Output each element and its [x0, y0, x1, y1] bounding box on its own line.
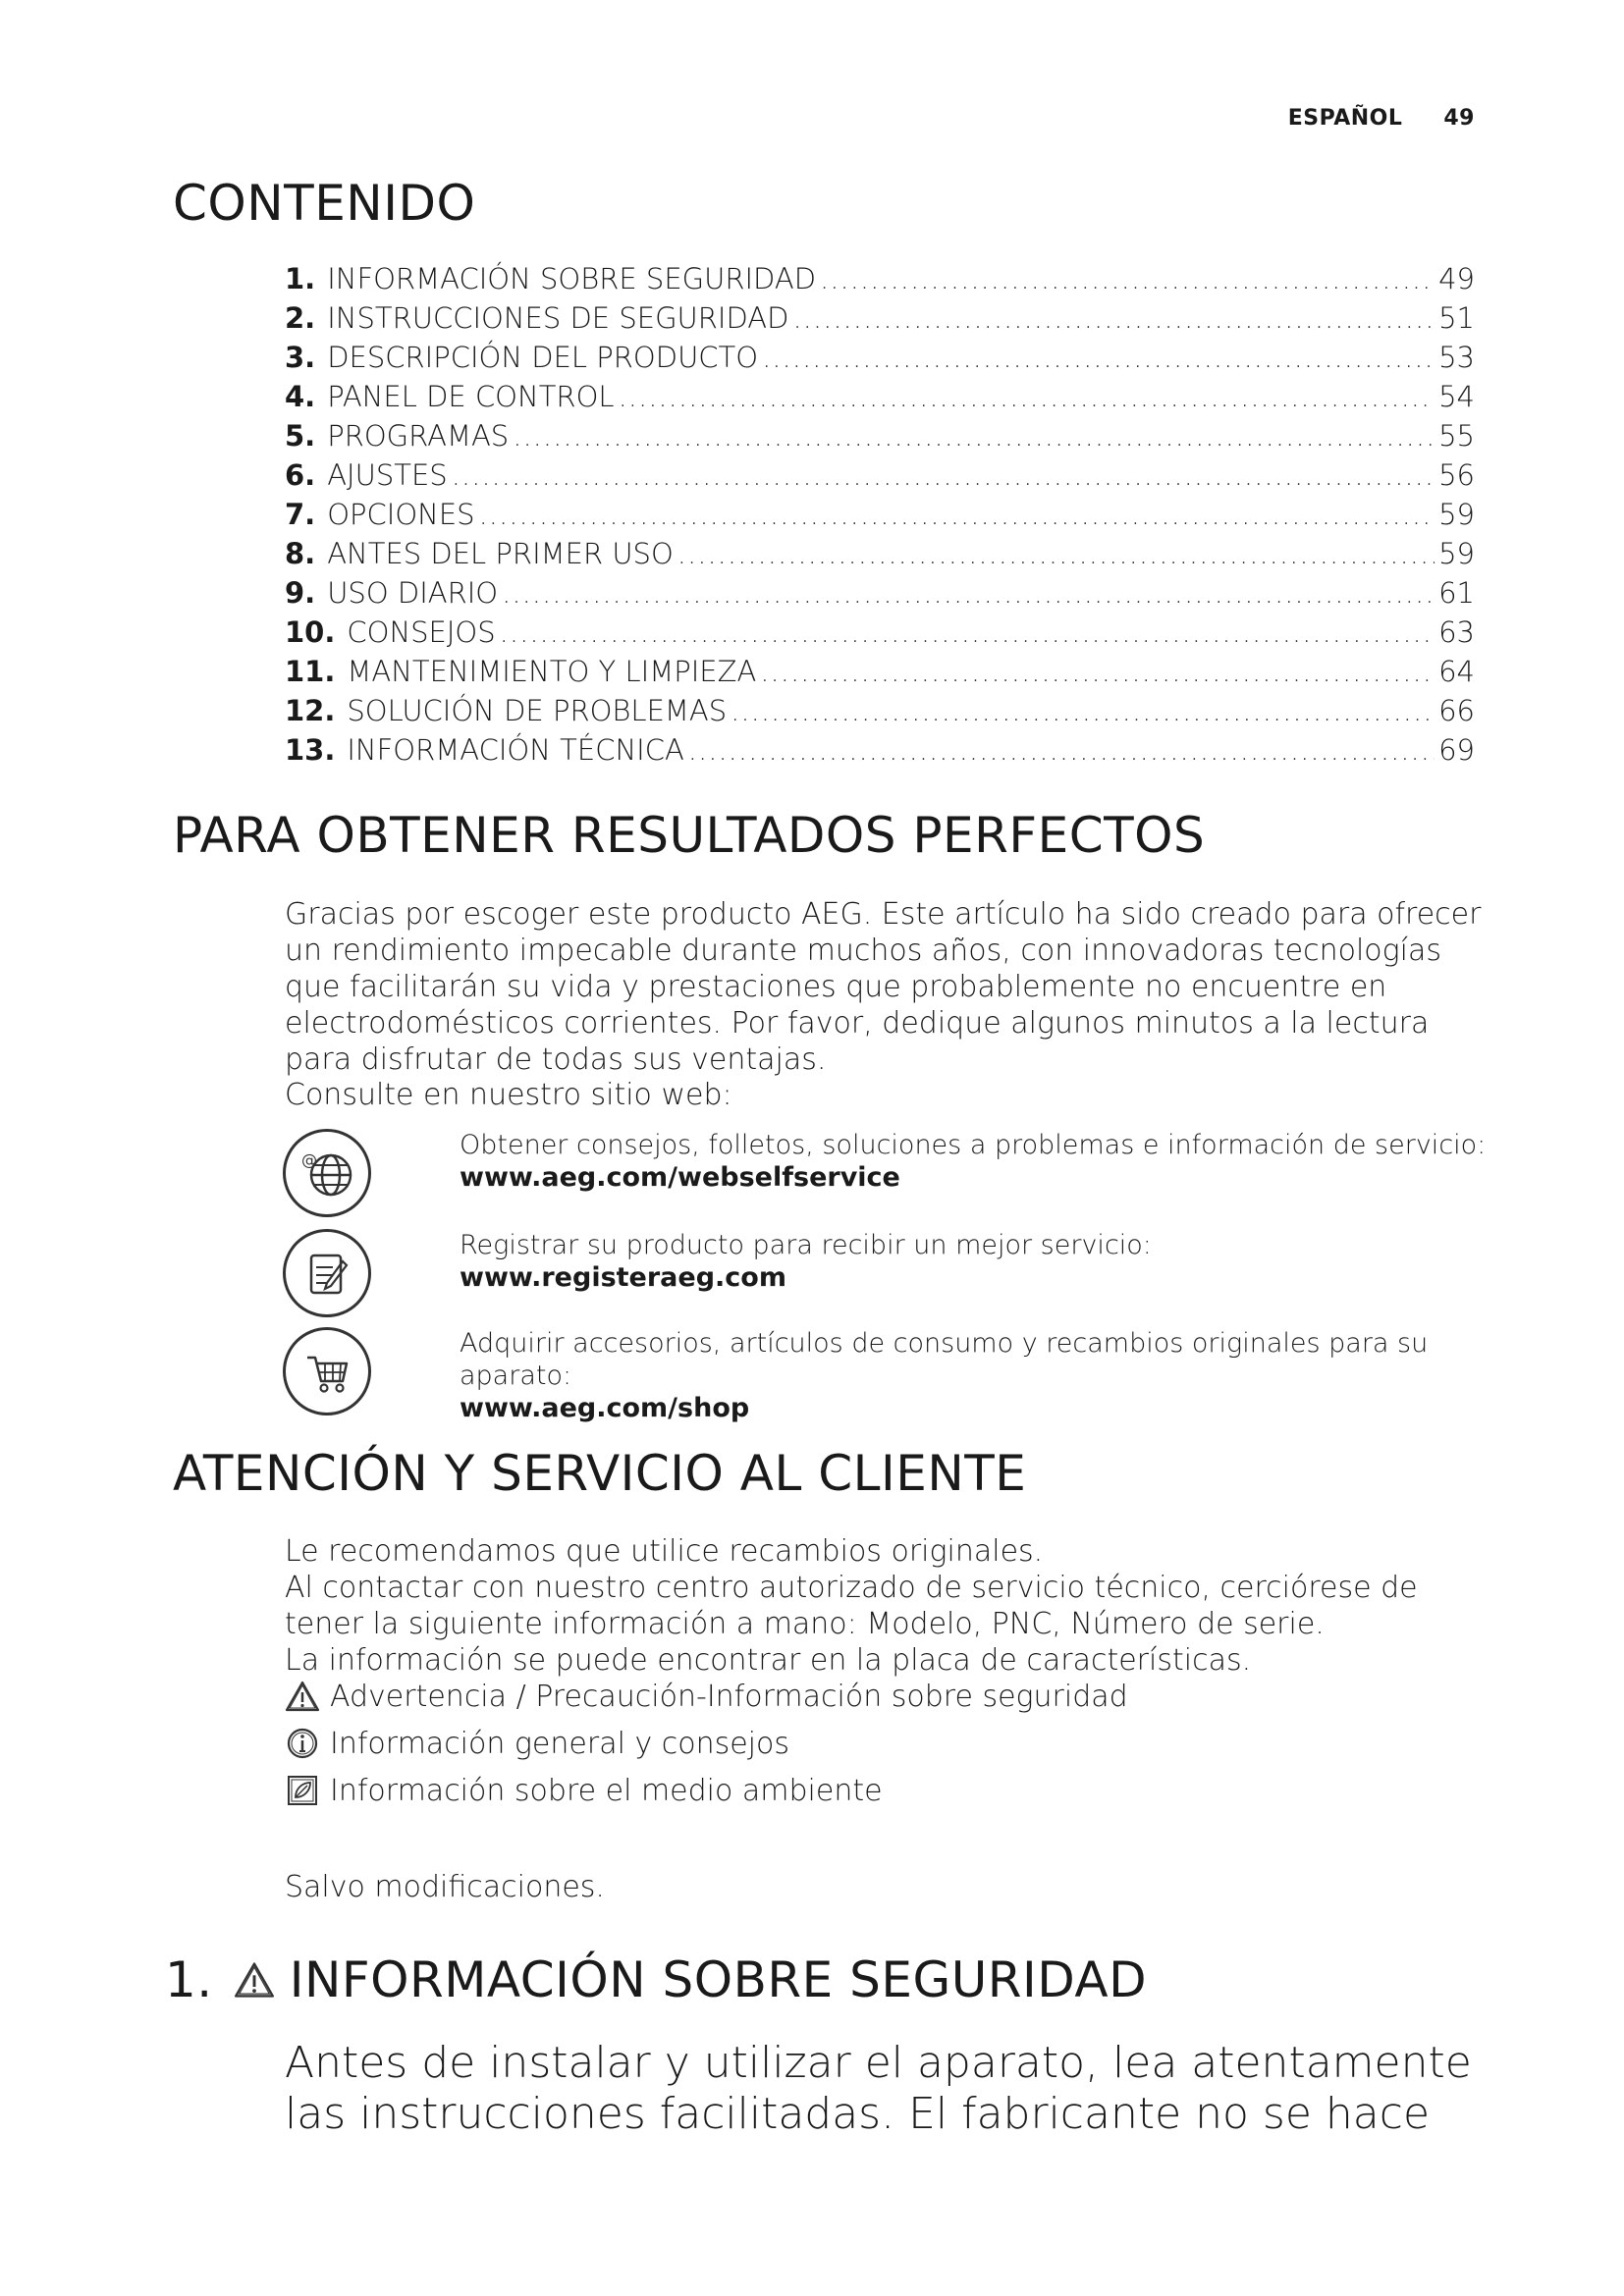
toc-item[interactable]	[285, 691, 1475, 730]
globe-icon	[283, 1129, 371, 1217]
toc-item-page: 69	[1438, 733, 1475, 767]
toc-leader	[762, 338, 1435, 377]
web-link-support	[283, 1129, 1500, 1217]
toc-leader	[452, 455, 1435, 495]
contents-title: CONTENIDO	[173, 175, 476, 232]
svg-text:@: @	[301, 1150, 317, 1169]
toc-item-page: 51	[1438, 301, 1475, 335]
toc-item[interactable]	[285, 573, 1475, 613]
toc-item[interactable]	[285, 259, 1475, 298]
toc-item-title: DESCRIPCIÓN DEL PRODUCTO	[327, 341, 759, 374]
toc-leader	[479, 495, 1435, 534]
legend-environment	[285, 1773, 883, 1808]
toc-leader	[820, 259, 1435, 298]
warning-icon	[233, 1960, 276, 2000]
toc-item-title: INFORMACIÓN TÉCNICA	[347, 733, 684, 767]
toc-item-title: INSTRUCCIONES DE SEGURIDAD	[327, 301, 789, 335]
web-link-support-text: Obtener consejos, folletos, soluciones a problemas e información de servicio:	[460, 1130, 1487, 1160]
toc-item-number: 5.	[285, 419, 316, 453]
toc-item-title: CONSEJOS	[347, 615, 496, 649]
toc-item-page: 49	[1438, 262, 1475, 295]
toc-item[interactable]	[285, 652, 1475, 691]
toc-item[interactable]	[285, 613, 1475, 652]
customer-care-title: ATENCIÓN Y SERVICIO AL CLIENTE	[173, 1445, 1027, 1502]
toc-item-page: 66	[1438, 694, 1475, 727]
toc-item-title: AJUSTES	[327, 458, 448, 492]
web-link-shop	[283, 1327, 1500, 1424]
info-icon	[285, 1726, 320, 1761]
safety-intro: Antes de instalar y utilizar el aparato, lea atentamente las instrucciones facilitadas. El fabricante no se hace	[285, 2038, 1472, 2139]
safety-title: INFORMACIÓN SOBRE SEGURIDAD	[289, 1951, 1148, 2008]
toc-item-number: 11.	[285, 655, 336, 688]
safety-section-number: 1.	[165, 1951, 213, 2008]
table-of-contents	[285, 259, 1475, 770]
toc-leader	[688, 730, 1435, 770]
toc-leader	[502, 573, 1435, 613]
toc-item-title: OPCIONES	[327, 498, 475, 531]
toc-item-page: 53	[1438, 341, 1475, 374]
web-link-shop-url[interactable]: www.aeg.com/shop	[460, 1393, 750, 1423]
toc-item-number: 7.	[285, 498, 316, 531]
legend-info-label: Información general y consejos	[330, 1726, 790, 1761]
toc-leader	[760, 652, 1435, 691]
toc-item-page: 59	[1438, 498, 1475, 531]
toc-item[interactable]	[285, 338, 1475, 377]
toc-item-number: 3.	[285, 341, 316, 374]
perfect-results-title: PARA OBTENER RESULTADOS PERFECTOS	[173, 807, 1206, 864]
web-link-register-url[interactable]: www.registeraeg.com	[460, 1262, 786, 1293]
toc-item-page: 64	[1438, 655, 1475, 688]
disclaimer-text: Salvo modificaciones.	[285, 1870, 605, 1904]
toc-leader	[513, 416, 1435, 455]
cart-icon	[283, 1327, 371, 1415]
web-link-register-text: Registrar su producto para recibir un mejor servicio:	[460, 1230, 1152, 1260]
toc-item-number: 4.	[285, 380, 316, 413]
toc-item-page: 56	[1438, 458, 1475, 492]
page-number: 49	[1443, 106, 1475, 131]
running-header	[1288, 106, 1475, 131]
legend-warning-label: Advertencia / Precaución-Información sobre seguridad	[330, 1679, 1128, 1714]
legend-environment-label: Información sobre el medio ambiente	[330, 1773, 883, 1808]
toc-leader	[792, 298, 1435, 338]
toc-item-title: MANTENIMIENTO Y LIMPIEZA	[347, 655, 757, 688]
legend-info	[285, 1726, 789, 1761]
toc-item[interactable]	[285, 455, 1475, 495]
web-link-support-url[interactable]: www.aeg.com/webselfservice	[460, 1162, 900, 1193]
toc-item-number: 6.	[285, 458, 316, 492]
toc-leader	[619, 377, 1435, 416]
toc-item[interactable]	[285, 730, 1475, 770]
toc-item-number: 13.	[285, 733, 336, 767]
toc-item-title: PROGRAMAS	[327, 419, 510, 453]
customer-care-body: Le recomendamos que utilice recambios originales. Al contactar con nuestro centro autorizado de servicio técnico, cerciórese de tener la siguiente información a mano: Modelo, PNC, Número de serie. La información se puede encontrar en la placa de características.	[285, 1534, 1418, 1678]
warning-icon	[285, 1679, 320, 1714]
toc-item-page: 59	[1438, 537, 1475, 570]
environment-icon	[285, 1773, 320, 1808]
perfect-results-intro: Gracias por escoger este producto AEG. Este artículo ha sido creado para ofrecer un rendimiento impecable durante muchos años, con innovadoras tecnologías que facilitarán su vida y prestaciones que probablemente no encuentre en electrodomésticos corrientes. Por favor, dedique algunos minutos a la lectura para disfrutar de todas sus ventajas.	[285, 897, 1482, 1077]
toc-item-number: 2.	[285, 301, 316, 335]
toc-item-page: 55	[1438, 419, 1475, 453]
toc-item[interactable]	[285, 534, 1475, 573]
toc-item-page: 61	[1438, 576, 1475, 610]
toc-item[interactable]	[285, 495, 1475, 534]
toc-item-title: PANEL DE CONTROL	[327, 380, 615, 413]
toc-item[interactable]	[285, 377, 1475, 416]
toc-item[interactable]	[285, 416, 1475, 455]
toc-item-number: 9.	[285, 576, 316, 610]
toc-item-number: 1.	[285, 262, 316, 295]
safety-heading	[165, 1951, 1147, 2008]
toc-item-number: 12.	[285, 694, 336, 727]
toc-item-page: 54	[1438, 380, 1475, 413]
toc-item-title: INFORMACIÓN SOBRE SEGURIDAD	[327, 262, 817, 295]
legend-warning	[285, 1679, 1128, 1714]
toc-item-page: 63	[1438, 615, 1475, 649]
register-icon	[283, 1229, 371, 1317]
toc-leader	[677, 534, 1435, 573]
toc-item-title: ANTES DEL PRIMER USO	[327, 537, 674, 570]
toc-leader	[500, 613, 1435, 652]
toc-item[interactable]	[285, 298, 1475, 338]
language-label: ESPAÑOL	[1287, 106, 1403, 131]
toc-leader	[731, 691, 1435, 730]
toc-item-number: 10.	[285, 615, 336, 649]
toc-item-title: SOLUCIÓN DE PROBLEMAS	[347, 694, 728, 727]
toc-item-number: 8.	[285, 537, 316, 570]
web-link-shop-text: Adquirir accesorios, artículos de consumo y recambios originales para su aparato:	[460, 1328, 1429, 1391]
consult-website-text: Consulte en nuestro sitio web:	[285, 1078, 732, 1112]
web-link-register	[283, 1229, 1500, 1317]
toc-item-title: USO DIARIO	[327, 576, 499, 610]
